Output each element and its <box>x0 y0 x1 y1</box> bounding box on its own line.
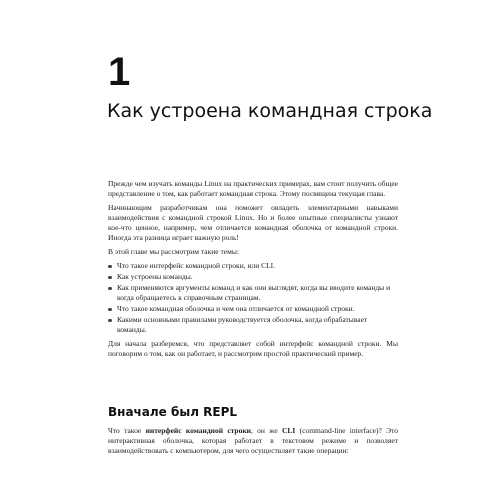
intro-paragraph-3: В этой главе мы рассмотрим такие темы: <box>108 247 239 256</box>
topics-list <box>108 261 398 335</box>
closing-paragraph: Для начала разберемся, что представляет собой интерфейс командной строки. Мы поговорим о том, как он работает, и рассмотрим простой практический пример. <box>108 339 398 358</box>
chapter-title: Как устроена командная строка <box>107 100 433 122</box>
section-heading: Вначале был REPL <box>108 405 238 419</box>
term-bold: интерфейс командной строки <box>145 426 251 435</box>
abbr-bold: CLI <box>281 426 296 435</box>
section-body <box>108 426 398 456</box>
chapter-number: 1 <box>108 50 131 94</box>
section-paragraph <box>108 426 398 456</box>
topic-text: Что такое интерфейс командной строки, или CLI. <box>117 261 276 270</box>
chapter-intro <box>108 179 398 363</box>
para-rest: (command-line interface)? Это интерактивная оболочка, которая работает в текстовом режиме и позволяет взаимодействовать с компьютером, для чего осуществляет такие операции: <box>108 426 399 455</box>
topic-text: Какими основными правилами руководствуется оболочка, когда обрабатывает команды. <box>117 315 368 334</box>
list-item <box>108 261 398 271</box>
para-mid: , он же <box>251 426 282 435</box>
list-item <box>108 283 398 303</box>
bullet-icon <box>108 276 112 280</box>
list-item <box>108 304 398 314</box>
list-item <box>108 315 398 335</box>
bullet-icon <box>108 308 112 312</box>
topic-text: Что такое командная оболочка и чем она отличается от командной строки. <box>117 304 355 313</box>
intro-paragraph-1: Прежде чем изучать команды Linux на практических примерах, вам стоит получить общее представление о том, как работает командная строка. Этому посвящена текущая глава. <box>108 179 398 198</box>
topic-text: Как применяются аргументы команд и как они выглядят, когда вы вводите команды и когда обращаетесь к справочным страницам. <box>117 283 391 302</box>
bullet-icon <box>108 265 112 269</box>
intro-paragraph-2: Начинающим разработчикам она поможет овладеть элементарными навыками взаимодействия с командной строкой Linux. Но и более опытные специалисты узнают кое-что ценное, например, чем отличается командная оболочка от командной строки. Иногда эта разница играет важную роль! <box>108 203 398 242</box>
topic-text: Как устроены команды. <box>117 272 193 281</box>
bullet-icon <box>108 319 112 323</box>
para-intro: Что такое <box>108 426 146 435</box>
bullet-icon <box>108 287 112 291</box>
list-item <box>108 272 398 282</box>
